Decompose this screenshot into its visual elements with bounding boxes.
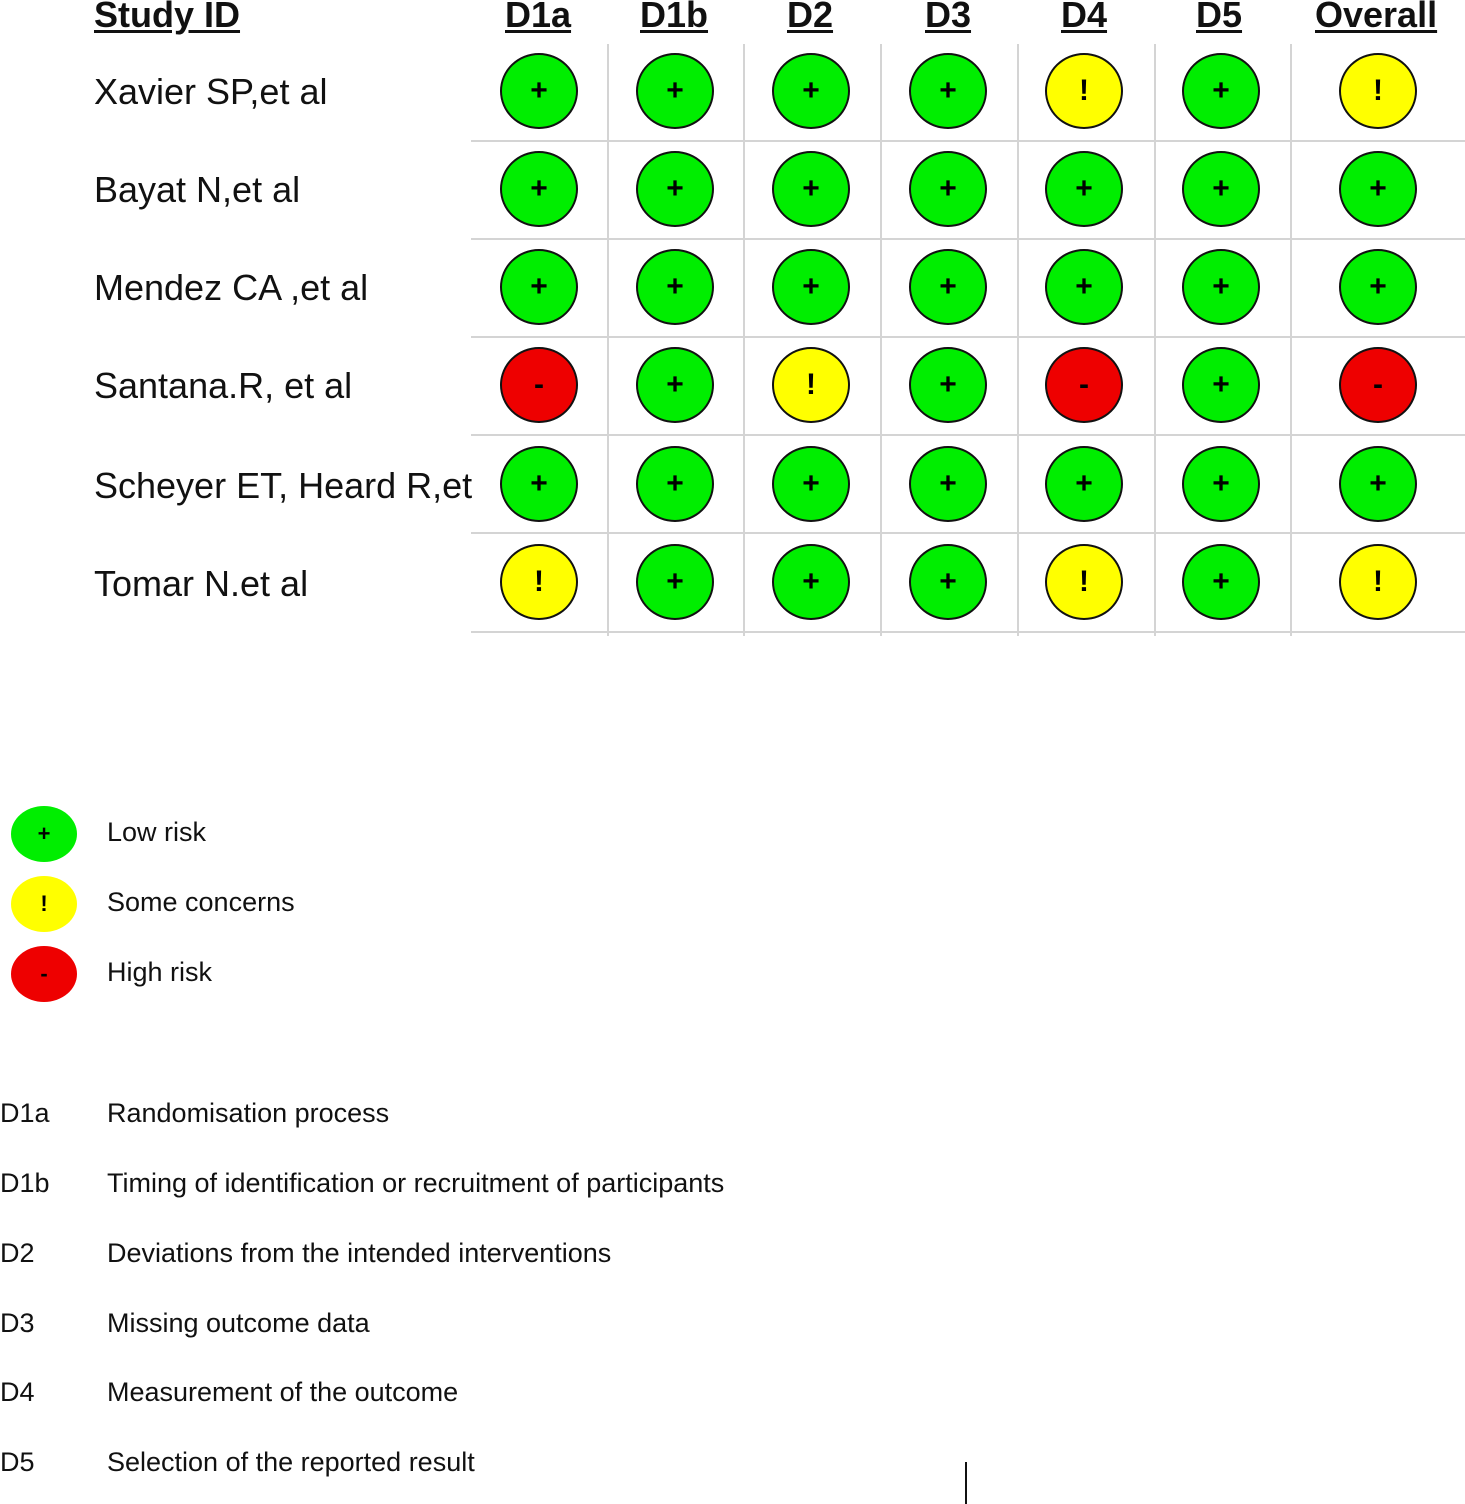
risk-judgement-low-dot: + [1339, 446, 1417, 522]
risk-judgement-low-dot: + [909, 151, 987, 227]
risk-judgement-low-dot: + [1339, 151, 1417, 227]
risk-judgement-low-dot: + [772, 249, 850, 325]
grid-row-line [471, 532, 1465, 534]
domain-header-d1a: D1a [505, 0, 572, 35]
risk-judgement-low-dot: + [909, 446, 987, 522]
risk-judgement-low-dot: + [772, 544, 850, 620]
legend-high-risk-dot: - [11, 946, 77, 1002]
risk-judgement-low-dot: + [636, 151, 714, 227]
risk-judgement-low-dot: + [1045, 151, 1123, 227]
legend-low-risk-dot: + [11, 806, 77, 862]
risk-judgement-some-dot: ! [1045, 544, 1123, 620]
study-name: Bayat N,et al [94, 169, 301, 210]
domain-code-d2: D2 [0, 1238, 35, 1268]
risk-judgement-low-dot: + [772, 446, 850, 522]
risk-judgement-low-dot: + [1339, 249, 1417, 325]
risk-judgement-low-dot: + [500, 53, 578, 129]
risk-judgement-some-dot: ! [500, 544, 578, 620]
risk-judgement-low-dot: + [772, 53, 850, 129]
domain-desc-d4: Measurement of the outcome [107, 1377, 459, 1407]
vertical-divider [965, 1462, 967, 1504]
risk-judgement-low-dot: + [1182, 53, 1260, 129]
domain-code-d1a: D1a [0, 1098, 50, 1128]
risk-judgement-low-dot: + [1182, 347, 1260, 423]
domain-desc-d2: Deviations from the intended interventions [107, 1238, 612, 1268]
legend-some-concerns-label: Some concerns [107, 887, 295, 917]
grid-column-line [1017, 44, 1019, 636]
domain-desc-d1b: Timing of identification or recruitment of participants [107, 1168, 725, 1198]
risk-judgement-low-dot: + [1182, 249, 1260, 325]
risk-judgement-some-dot: ! [1339, 544, 1417, 620]
legend-some-concerns-dot: ! [11, 876, 77, 932]
risk-judgement-some-dot: ! [772, 347, 850, 423]
grid-row-line [471, 434, 1465, 436]
risk-judgement-low-dot: + [636, 544, 714, 620]
risk-judgement-low-dot: + [772, 151, 850, 227]
risk-judgement-low-dot: + [636, 53, 714, 129]
domain-desc-d5: Selection of the reported result [107, 1447, 475, 1477]
domain-code-d4: D4 [0, 1377, 35, 1407]
risk-judgement-high-dot: - [1045, 347, 1123, 423]
risk-judgement-some-dot: ! [1045, 53, 1123, 129]
risk-judgement-some-dot: ! [1339, 53, 1417, 129]
grid-row-line [471, 140, 1465, 142]
risk-judgement-low-dot: + [909, 347, 987, 423]
grid-column-line [1290, 44, 1292, 636]
domain-code-d5: D5 [0, 1447, 35, 1477]
study-name: Tomar N.et al [94, 563, 309, 604]
risk-judgement-low-dot: + [909, 249, 987, 325]
domain-header-d1b: D1b [640, 0, 709, 35]
domain-header-d3: D3 [925, 0, 972, 35]
grid-column-line [743, 44, 745, 636]
risk-judgement-high-dot: - [500, 347, 578, 423]
grid-column-line [1154, 44, 1156, 636]
study-name: Scheyer ET, Heard R,et [94, 465, 473, 506]
legend-high-risk-label: High risk [107, 957, 213, 987]
risk-judgement-low-dot: + [636, 249, 714, 325]
risk-judgement-low-dot: + [1182, 446, 1260, 522]
risk-judgement-low-dot: + [636, 347, 714, 423]
risk-judgement-low-dot: + [1182, 544, 1260, 620]
study-name: Xavier SP,et al [94, 71, 328, 112]
risk-judgement-low-dot: + [1045, 446, 1123, 522]
domain-desc-d1a: Randomisation process [107, 1098, 390, 1128]
risk-judgement-low-dot: + [1182, 151, 1260, 227]
grid-column-line [607, 44, 609, 636]
risk-judgement-low-dot: + [1045, 249, 1123, 325]
risk-judgement-low-dot: + [909, 544, 987, 620]
domain-code-d1b: D1b [0, 1168, 50, 1198]
legend-low-risk-label: Low risk [107, 817, 207, 847]
risk-judgement-low-dot: + [500, 249, 578, 325]
risk-judgement-high-dot: - [1339, 347, 1417, 423]
risk-judgement-low-dot: + [636, 446, 714, 522]
study-name: Santana.R, et al [94, 365, 353, 406]
domain-header-d2: D2 [787, 0, 834, 35]
grid-row-line [471, 631, 1465, 633]
risk-judgement-low-dot: + [909, 53, 987, 129]
domain-header-d4: D4 [1061, 0, 1108, 35]
risk-judgement-low-dot: + [500, 446, 578, 522]
domain-header-overall: Overall [1315, 0, 1438, 35]
grid-column-line [880, 44, 882, 636]
study-name: Mendez CA ,et al [94, 267, 369, 308]
domain-header-d5: D5 [1196, 0, 1243, 35]
grid-row-line [471, 336, 1465, 338]
domain-code-d3: D3 [0, 1308, 35, 1338]
risk-judgement-low-dot: + [500, 151, 578, 227]
study-id-header: Study ID [94, 0, 241, 35]
grid-row-line [471, 238, 1465, 240]
domain-desc-d3: Missing outcome data [107, 1308, 370, 1338]
